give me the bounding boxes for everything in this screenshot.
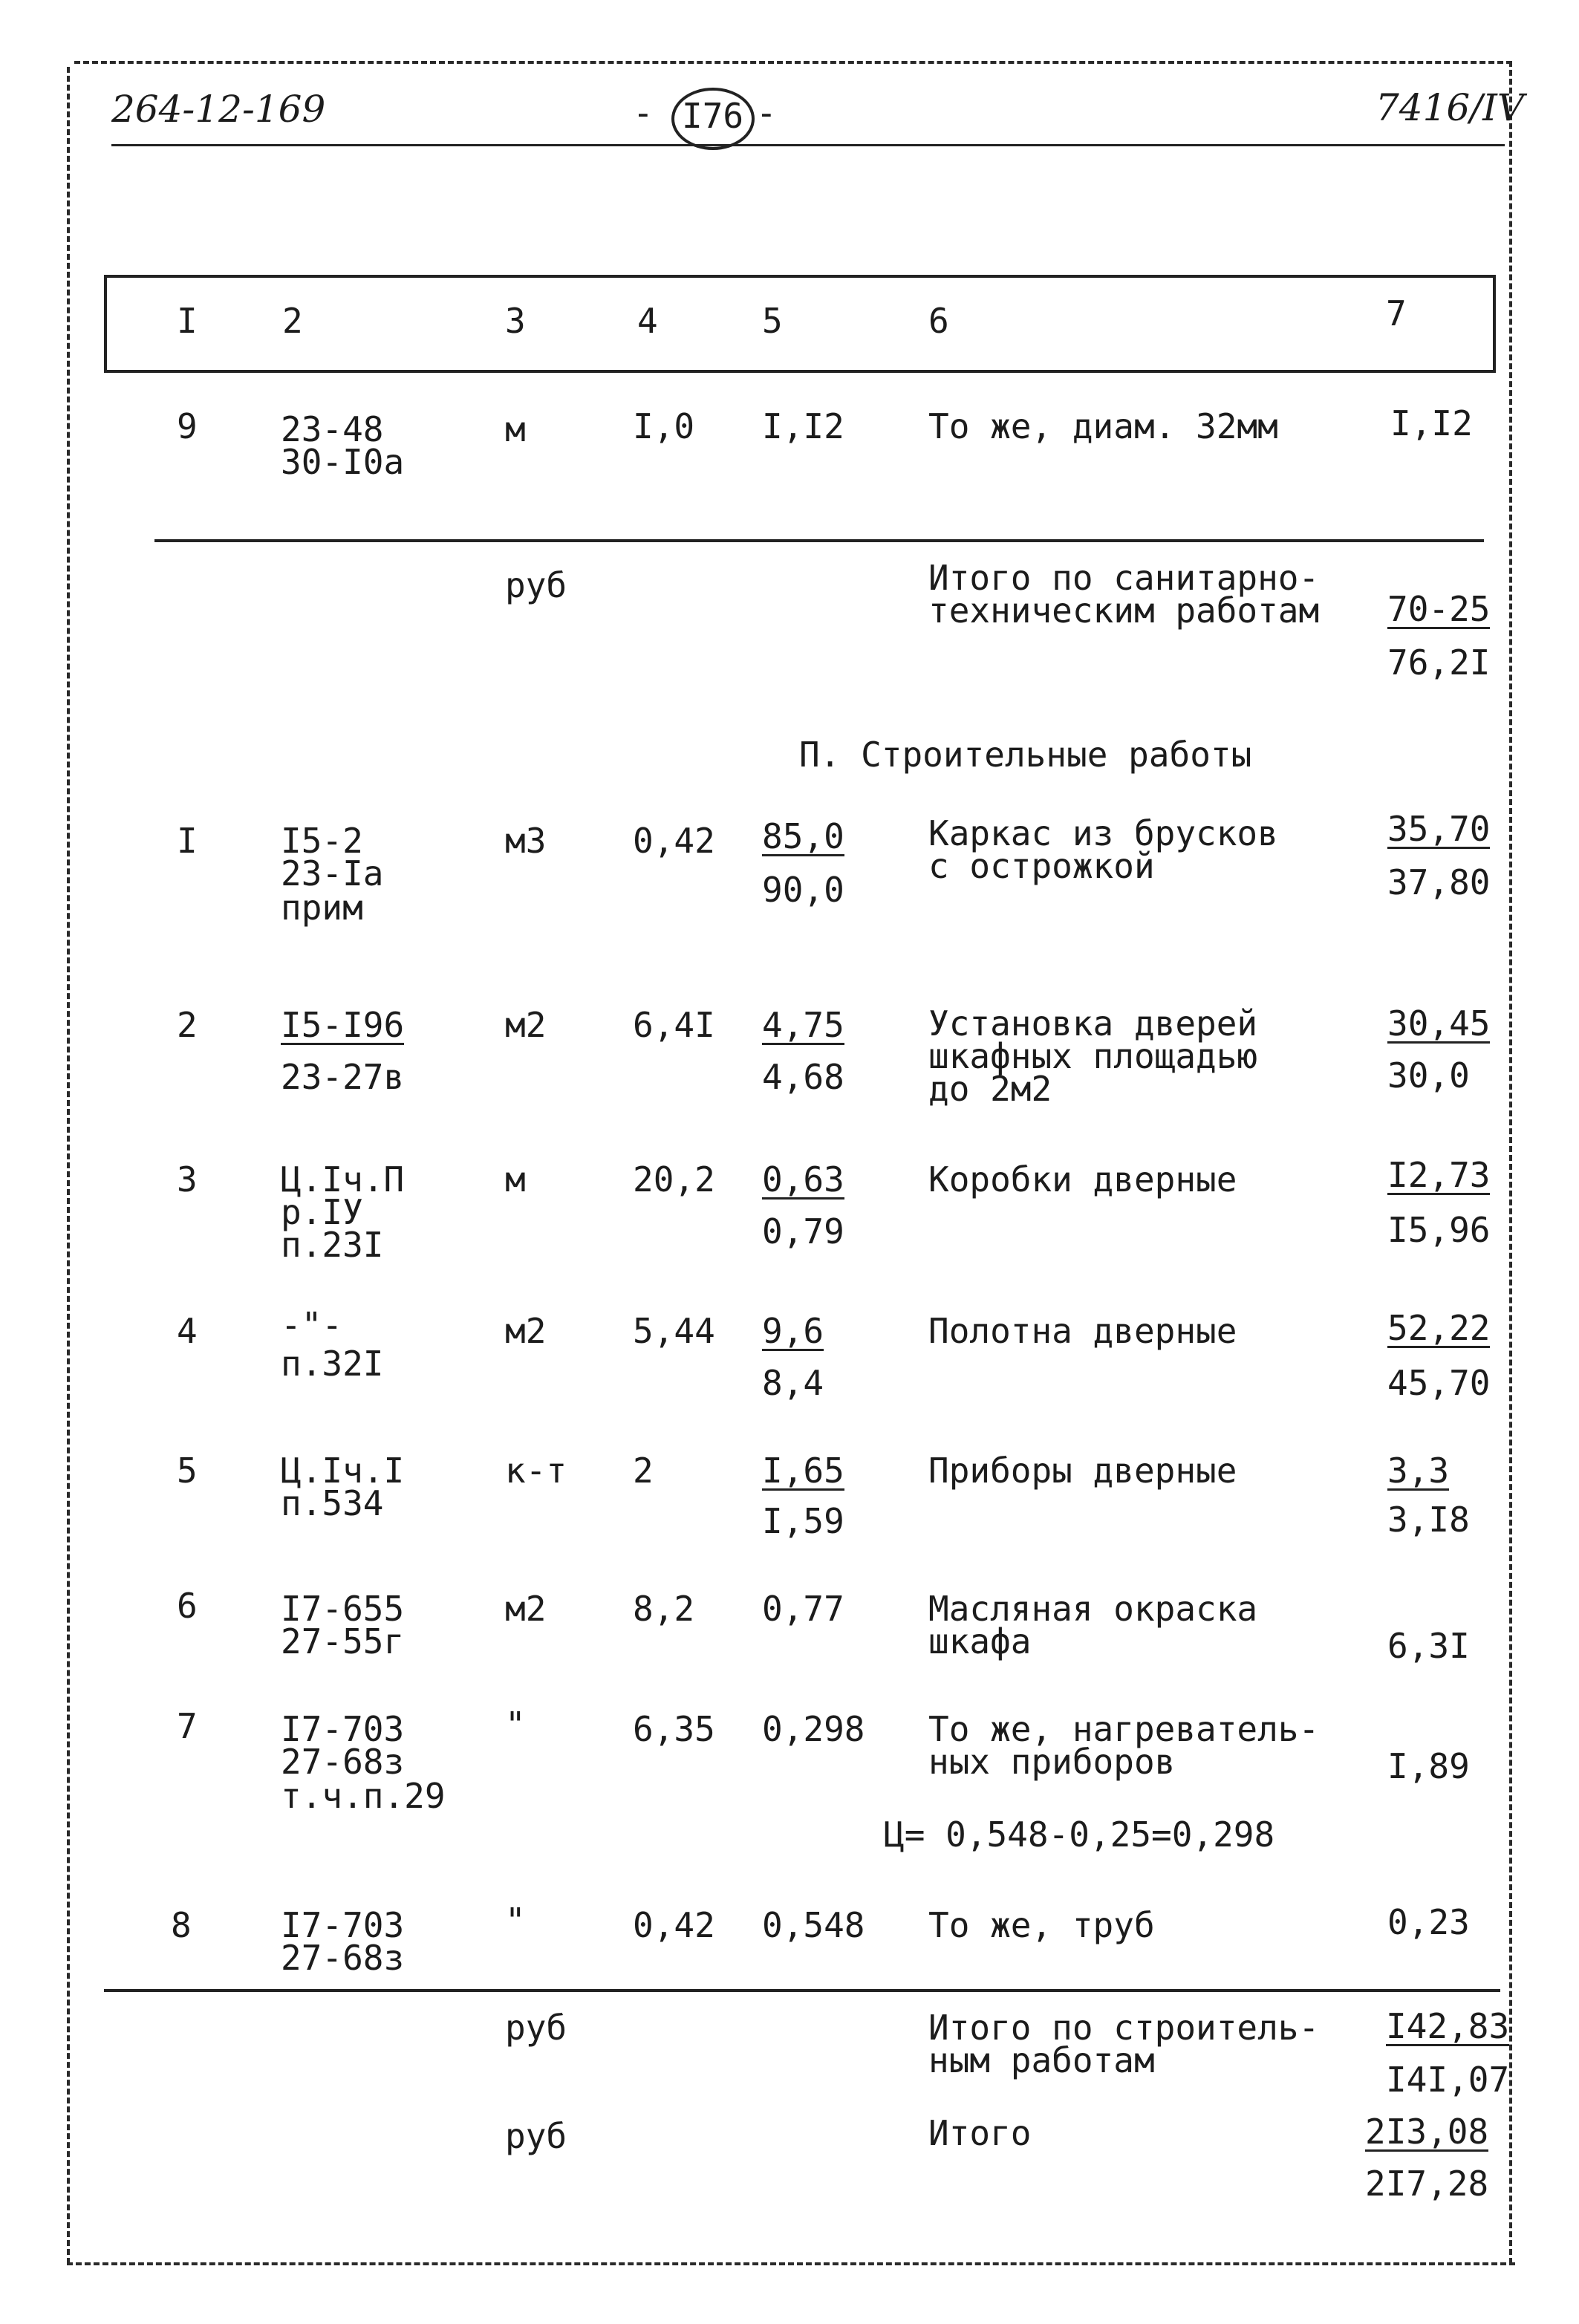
- subtotal1-total-top: 70-25: [1387, 589, 1491, 629]
- separator-line-2: [104, 1989, 1500, 1992]
- row7-code1: I7-703: [281, 1709, 405, 1749]
- row3-price-bottom: 0,79: [762, 1211, 844, 1251]
- row3-desc1: Коробки дверные: [928, 1159, 1237, 1200]
- subtotal2-desc1: Итого по строитель-: [928, 2008, 1320, 2048]
- column-header-1: I: [177, 301, 198, 341]
- row9-total: I,I2: [1390, 403, 1473, 443]
- row4-unit: м2: [505, 1311, 547, 1351]
- column-header-5: 5: [762, 301, 783, 341]
- column-header-6: 6: [928, 301, 949, 341]
- row1-quantity: 0,42: [633, 821, 715, 861]
- column-header-7: 7: [1386, 293, 1407, 333]
- row4-number: 4: [177, 1311, 198, 1351]
- row8-code1: I7-703: [281, 1905, 405, 1945]
- row1-price-bottom: 90,0: [762, 870, 844, 910]
- row5-price-bottom: I,59: [762, 1501, 844, 1541]
- row6-code2: 27-55г: [281, 1621, 405, 1661]
- row5-total-bottom: 3,I8: [1387, 1500, 1470, 1540]
- column-header-box: [104, 275, 1496, 373]
- frame-left: [67, 67, 70, 2264]
- row5-quantity: 2: [633, 1451, 654, 1491]
- row7-price: 0,298: [762, 1709, 865, 1749]
- row5-code2: п.534: [281, 1483, 384, 1523]
- row2-number: 2: [177, 1005, 198, 1045]
- frame-top: [74, 61, 1512, 64]
- row8-description: То же, труб: [928, 1905, 1155, 1945]
- row7-desc1: То же, нагреватель-: [928, 1709, 1320, 1749]
- row2-desc1: Установка дверей: [928, 1003, 1258, 1044]
- page-number: I76: [682, 96, 744, 136]
- row2-total-top: 30,45: [1387, 1003, 1491, 1044]
- row6-total: 6,3I: [1387, 1626, 1470, 1666]
- row2-desc3: до 2м2: [928, 1069, 1052, 1109]
- subtotal1-total-bottom: 76,2I: [1387, 642, 1491, 683]
- row9-code2: 30-I0a: [281, 442, 405, 482]
- row9-number: 9: [177, 406, 198, 446]
- row7-code2: 27-68з: [281, 1742, 405, 1782]
- row8-total: 0,23: [1387, 1902, 1470, 1942]
- subtotal2-unit: руб: [505, 2008, 567, 2048]
- row1-code2: 23-Ia: [281, 853, 384, 894]
- row3-price-top: 0,63: [762, 1159, 844, 1200]
- row7-total: I,89: [1387, 1746, 1470, 1786]
- row4-price-top: 9,6: [762, 1311, 824, 1351]
- section-title: П. Строительные работы: [799, 735, 1252, 775]
- row2-desc2: шкафных площадью: [928, 1036, 1258, 1076]
- row4-code2: п.32I: [281, 1344, 384, 1384]
- row1-number: I: [177, 821, 198, 861]
- row5-number: 5: [177, 1451, 198, 1491]
- row8-unit: ": [505, 1901, 526, 1941]
- grand-total-bottom: 2I7,28: [1365, 2164, 1489, 2204]
- document-code-left: 264-12-169: [111, 88, 326, 131]
- row1-unit: м3: [505, 821, 547, 861]
- document-code-right: 7416/IV: [1375, 86, 1524, 129]
- frame-right: [1509, 61, 1512, 2264]
- row4-total-bottom: 45,70: [1387, 1363, 1491, 1403]
- row3-number: 3: [177, 1159, 198, 1200]
- row3-quantity: 20,2: [633, 1159, 715, 1200]
- row6-code1: I7-655: [281, 1589, 405, 1629]
- row1-total-bottom: 37,80: [1387, 862, 1491, 902]
- row6-number: 6: [177, 1586, 198, 1626]
- row9-price: I,I2: [762, 406, 844, 446]
- row4-code1: -"-: [281, 1305, 343, 1345]
- row1-total-top: 35,70: [1387, 809, 1491, 849]
- row7-formula: Ц= 0,548-0,25=0,298: [884, 1814, 1275, 1855]
- row2-total-bottom: 30,0: [1387, 1055, 1470, 1096]
- grand-total-unit: руб: [505, 2116, 567, 2156]
- frame-bottom: [67, 2262, 1515, 2265]
- row7-desc2: ных приборов: [928, 1742, 1176, 1782]
- row1-code3: прим: [281, 888, 363, 928]
- subtotal2-desc2: ным работам: [928, 2040, 1155, 2080]
- subtotal1-unit: руб: [505, 565, 567, 605]
- row3-total-bottom: I5,96: [1387, 1210, 1491, 1250]
- row2-quantity: 6,4I: [633, 1005, 715, 1045]
- row3-code1: Ц.Iч.П: [281, 1159, 405, 1200]
- row1-desc1: Каркас из брусков: [928, 813, 1278, 853]
- row3-code2: р.IУ: [281, 1192, 363, 1232]
- row2-unit: м2: [505, 1005, 547, 1045]
- row8-price: 0,548: [762, 1905, 865, 1945]
- column-header-3: 3: [505, 301, 526, 341]
- row1-desc2: с острожкой: [928, 846, 1155, 886]
- row1-code1: I5-2: [281, 821, 363, 861]
- row4-price-bottom: 8,4: [762, 1363, 824, 1403]
- row7-code3: т.ч.п.29: [281, 1776, 446, 1816]
- row2-price-top: 4,75: [762, 1005, 844, 1045]
- row4-quantity: 5,44: [633, 1311, 715, 1351]
- row5-total-top: 3,3: [1387, 1451, 1450, 1491]
- row6-quantity: 8,2: [633, 1589, 695, 1629]
- row8-number: 8: [171, 1905, 192, 1945]
- grand-total-label: Итого: [928, 2113, 1032, 2153]
- row5-desc1: Приборы дверные: [928, 1451, 1237, 1491]
- row2-code2: 23-27в: [281, 1057, 405, 1097]
- header-underline: [111, 144, 1505, 146]
- grand-total-top: 2I3,08: [1365, 2112, 1489, 2152]
- row9-code1: 23-48: [281, 409, 384, 449]
- row6-desc1: Масляная окраска: [928, 1589, 1258, 1629]
- row3-total-top: I2,73: [1387, 1155, 1491, 1195]
- subtotal2-total-bottom: I4I,07: [1386, 2060, 1510, 2100]
- page-dash-right: -: [756, 93, 777, 133]
- row7-number: 7: [177, 1706, 198, 1746]
- page-dash-left: -: [633, 93, 654, 133]
- row8-code2: 27-68з: [281, 1938, 405, 1978]
- separator-line-1: [154, 539, 1484, 542]
- subtotal1-desc1: Итого по санитарно-: [928, 558, 1320, 598]
- row4-desc1: Полотна дверные: [928, 1311, 1237, 1351]
- row5-price-top: I,65: [762, 1451, 844, 1491]
- column-header-2: 2: [282, 301, 303, 341]
- column-header-4: 4: [637, 301, 658, 341]
- row3-unit: м: [505, 1159, 526, 1200]
- row1-price-top: 85,0: [762, 816, 844, 856]
- row5-code1: Ц.Iч.I: [281, 1451, 405, 1491]
- row3-code3: п.23I: [281, 1225, 384, 1265]
- subtotal1-desc2: техническим работам: [928, 590, 1320, 631]
- row6-unit: м2: [505, 1589, 547, 1629]
- row7-unit: ": [505, 1705, 526, 1745]
- row2-code1: I5-I96: [281, 1005, 405, 1045]
- row7-quantity: 6,35: [633, 1709, 715, 1749]
- row2-price-bottom: 4,68: [762, 1057, 844, 1097]
- row9-quantity: I,0: [633, 406, 695, 446]
- row5-unit: к-т: [505, 1451, 567, 1491]
- row9-unit: м: [505, 409, 526, 449]
- row9-description: То же, диам. 32мм: [928, 406, 1278, 446]
- row6-desc2: шкафа: [928, 1621, 1032, 1661]
- row8-quantity: 0,42: [633, 1905, 715, 1945]
- row4-total-top: 52,22: [1387, 1308, 1491, 1348]
- row6-price: 0,77: [762, 1589, 844, 1629]
- subtotal2-total-top: I42,83: [1386, 2006, 1510, 2046]
